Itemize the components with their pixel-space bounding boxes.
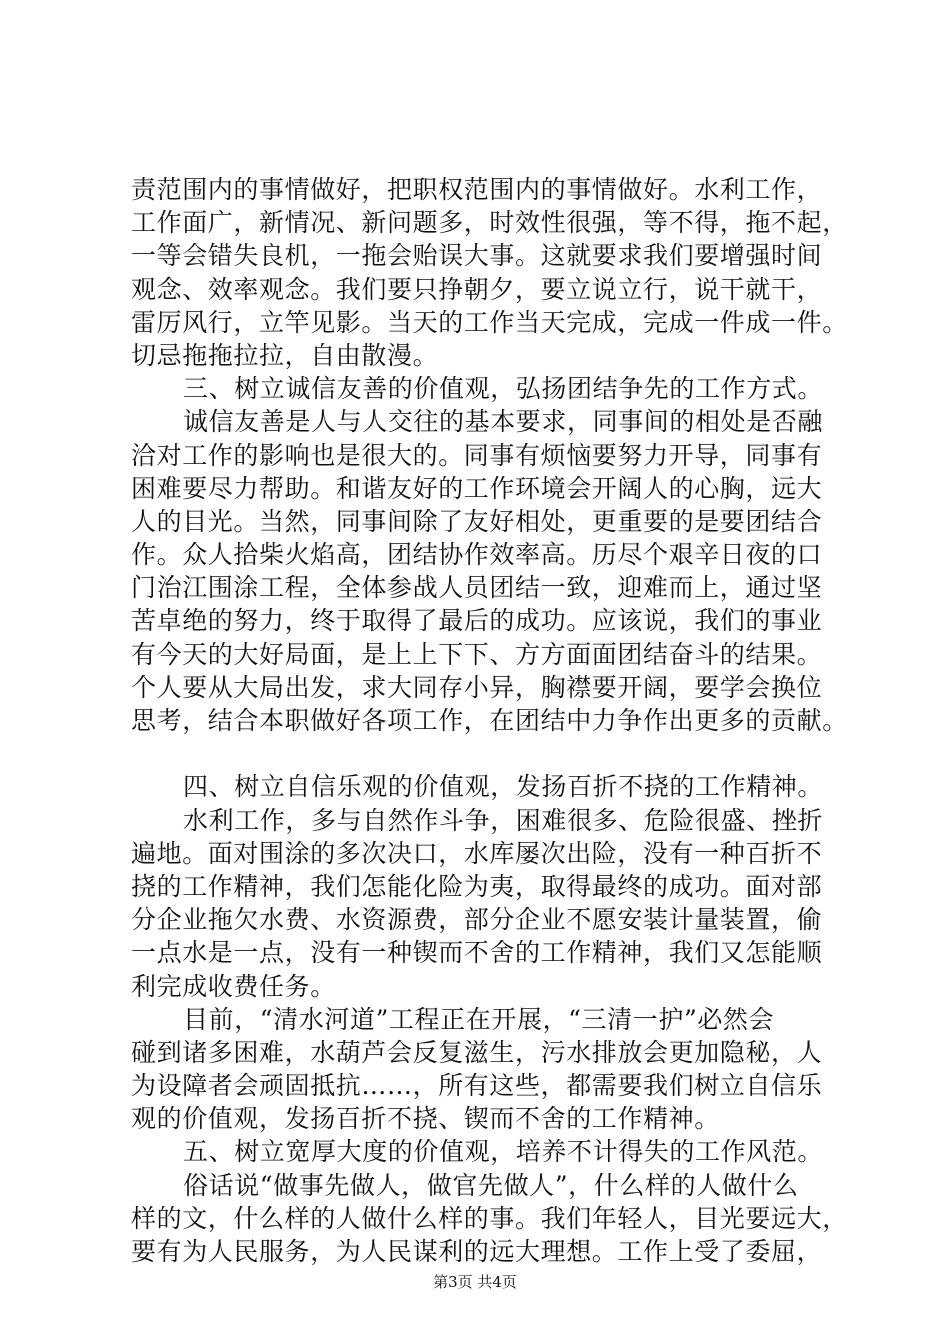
section-heading-4: 四、树立自信乐观的价值观，发扬百折不挠的工作精神。 <box>183 772 824 802</box>
text-line: 观念、效率观念。我们要只挣朝夕，要立说立行，说干就干， <box>131 274 823 304</box>
text-line: 苦卓绝的努力，终于取得了最后的成功。应该说，我们的事业 <box>131 606 823 636</box>
text-line: 观的价值观，发扬百折不挠、锲而不舍的工作精神。 <box>131 1104 720 1134</box>
text-line: 样的文，什么样的人做什么样的事。我们年轻人，目光要远大， <box>131 1203 848 1233</box>
text-line: 分企业拖欠水费、水资源费，部分企业不愿安装计量装置，偷 <box>131 905 823 935</box>
text-line: 为设障者会顽固抵抗……，所有这些，都需要我们树立自信乐 <box>131 1071 823 1101</box>
text-line: 利完成收费任务。 <box>131 971 336 1001</box>
page-number: 第3页 共4页 <box>433 1273 517 1291</box>
text-line: 困难要尽力帮助。和谐友好的工作环境会开阔人的心胸，远大 <box>131 473 823 503</box>
paragraph-start: 俗话说“做事先做人，做官先做人”，什么样的人做什么 <box>183 1170 799 1200</box>
blank-line <box>131 737 847 770</box>
text-line: 个人要从大局出发，求大同存小异，胸襟要开阔，要学会换位 <box>131 672 823 702</box>
text-line: 一等会错失良机，一拖会贻误大事。这就要求我们要增强时间 <box>131 241 823 271</box>
text-line: 切忌拖拖拉拉，自由散漫。 <box>131 340 439 370</box>
text-line: 人的目光。当然，同事间除了友好相处，更重要的是要团结合 <box>131 506 823 536</box>
text-line: 责范围内的事情做好，把职权范围内的事情做好。水利工作， <box>131 175 823 204</box>
text-line: 门治江围涂工程，全体参战人员团结一致，迎难而上，通过坚 <box>131 573 823 603</box>
section-heading-5: 五、树立宽厚大度的价值观，培养不计得失的工作风范。 <box>183 1137 824 1167</box>
paragraph-start: 水利工作，多与自然作斗争，困难很多、危险很盛、挫折 <box>183 805 824 835</box>
text-line: 有今天的大好局面，是上上下下、方方面面团结奋斗的结果。 <box>131 639 823 669</box>
text-line: 思考，结合本职做好各项工作，在团结中力争作出更多的贡献。 <box>131 706 848 735</box>
paragraph-start: 目前，“清水河道”工程正在开展，“三清一护”必然会 <box>183 1004 775 1034</box>
text-line: 碰到诸多困难，水葫芦会反复滋生，污水排放会更加隐秘，人 <box>131 1037 823 1067</box>
text-line: 雷厉风行，立竿见影。当天的工作当天完成，完成一件成一件。 <box>131 307 848 337</box>
text-line: 洽对工作的影响也是很大的。同事有烦恼要努力开导，同事有 <box>131 440 823 470</box>
text-line: 工作面广，新情况、新问题多，时效性很强，等不得，拖不起， <box>131 208 848 238</box>
section-heading-3: 三、树立诚信友善的价值观，弘扬团结争先的工作方式。 <box>183 374 824 404</box>
text-line: 要有为人民服务，为人民谋利的远大理想。工作上受了委屈， <box>131 1237 823 1266</box>
document-body <box>131 173 847 1268</box>
text-line: 挠的工作精神，我们怎能化险为夷，取得最终的成功。面对部 <box>131 871 823 901</box>
text-line: 遍地。面对围涂的多次决口，水库屡次出险，没有一种百折不 <box>131 838 823 868</box>
text-line: 一点水是一点，没有一种锲而不舍的工作精神，我们又怎能顺 <box>131 938 823 968</box>
paragraph-start: 诚信友善是人与人交往的基本要求，同事间的相处是否融 <box>183 407 824 437</box>
text-line: 作。众人拾柴火焰高，团结协作效率高。历尽个艰辛日夜的口 <box>131 540 823 570</box>
